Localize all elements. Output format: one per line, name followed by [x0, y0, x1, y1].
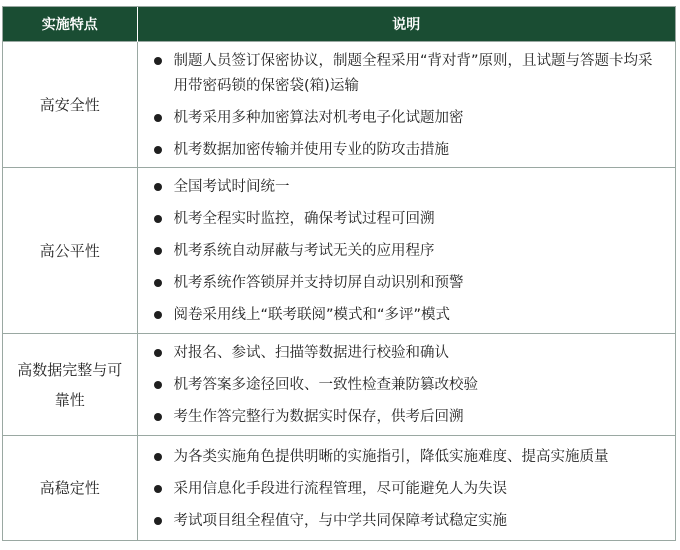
bullet-list: [138, 170, 676, 331]
description-cell: [137, 334, 675, 436]
table-row: [3, 436, 675, 540]
list-item: 机考系统自动屏蔽与考试无关的应用程序: [152, 239, 664, 264]
list-item: 为各类实施角色提供明晰的实施指引，降低实施难度、提高实施质量: [152, 445, 664, 470]
list-item: 机考数据加密传输并使用专业的防攻击措施: [152, 138, 664, 163]
list-item: 全国考试时间统一: [152, 175, 664, 200]
description-cell: [137, 168, 675, 334]
table-body: [3, 42, 675, 540]
list-item: 采用信息化手段进行流程管理，尽可能避免人为失误: [152, 477, 664, 502]
bullet-list: [138, 440, 676, 537]
table-row: [3, 334, 675, 436]
list-item: 机考全程实时监控，确保考试过程可回溯: [152, 207, 664, 232]
features-table: [3, 7, 675, 540]
list-item: 阅卷采用线上“联考联阅”模式和“多评”模式: [152, 303, 664, 328]
bullet-list: [138, 336, 676, 433]
list-item: 考生作答完整行为数据实时保存，供考后回溯: [152, 405, 664, 430]
list-item: 考试项目组全程值守，与中学共同保障考试稳定实施: [152, 509, 664, 534]
features-table-frame: [2, 6, 676, 541]
description-cell: [137, 436, 675, 540]
feature-cell: 高安全性: [3, 42, 137, 168]
list-item: 对报名、参试、扫描等数据进行校验和确认: [152, 341, 664, 366]
bullet-list: [138, 44, 676, 165]
feature-cell: 高稳定性: [3, 436, 137, 540]
table-row: [3, 42, 675, 168]
list-item: 机考答案多途径回收、一致性检查兼防篡改校验: [152, 373, 664, 398]
header-description: 说明: [137, 7, 675, 42]
table-header: [3, 7, 675, 42]
description-cell: [137, 42, 675, 168]
list-item: 机考采用多种加密算法对机考电子化试题加密: [152, 106, 664, 131]
list-item: 机考系统作答锁屏并支持切屏自动识别和预警: [152, 271, 664, 296]
header-feature: 实施特点: [3, 7, 137, 42]
list-item: 制题人员签订保密协议，制题全程采用“背对背”原则，且试题与答题卡均采用带密码锁的保密袋(箱)运输: [152, 49, 664, 98]
table-row: [3, 168, 675, 334]
feature-cell: 高数据完整与可靠性: [3, 334, 137, 436]
feature-cell: 高公平性: [3, 168, 137, 334]
